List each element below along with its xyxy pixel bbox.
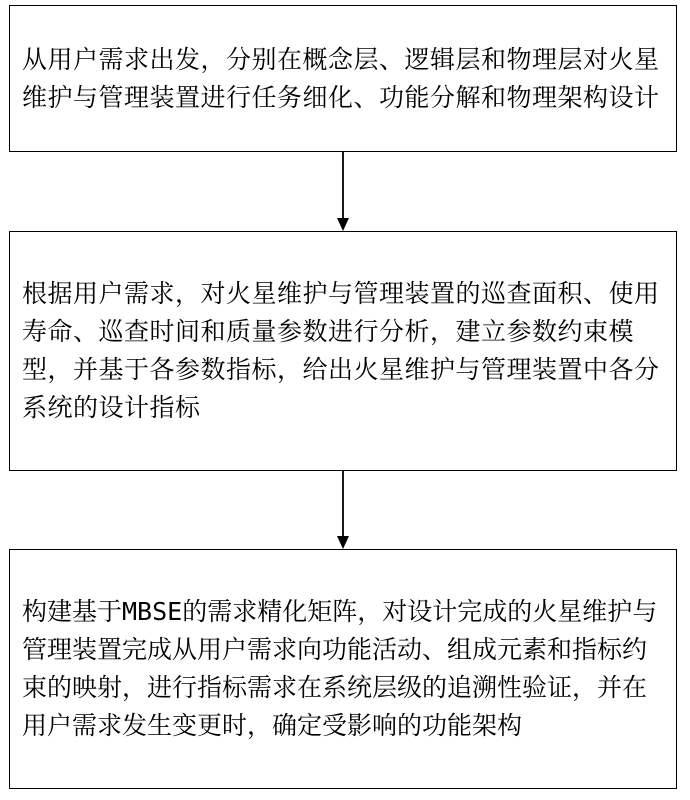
arrow-1-to-2	[337, 152, 349, 231]
flow-step-2-text: 根据用户需求，对火星维护与管理装置的巡查面积、使用寿命、巡查时间和质量参数进行分析，建立参数约束模型，并基于各参数指标，给出火星维护与管理装置中各分系统的设计指标	[22, 279, 660, 422]
flow-step-2-box	[9, 231, 677, 471]
flow-step-1-text: 从用户需求出发，分别在概念层、逻辑层和物理层对火星维护与管理装置进行任务细化、功能分解和物理架构设计	[22, 44, 660, 112]
arrow-2-to-3	[337, 471, 349, 549]
flow-step-3-box	[9, 549, 677, 789]
flow-step-3-text: 构建基于MBSE的需求精化矩阵，对设计完成的火星维护与管理装置完成从用户需求向功能活动、组成元素和指标约束的映射，进行指标需求在系统层级的追溯性验证，并在用户需求发生变更时，确定受影响的功能架构	[22, 597, 658, 740]
